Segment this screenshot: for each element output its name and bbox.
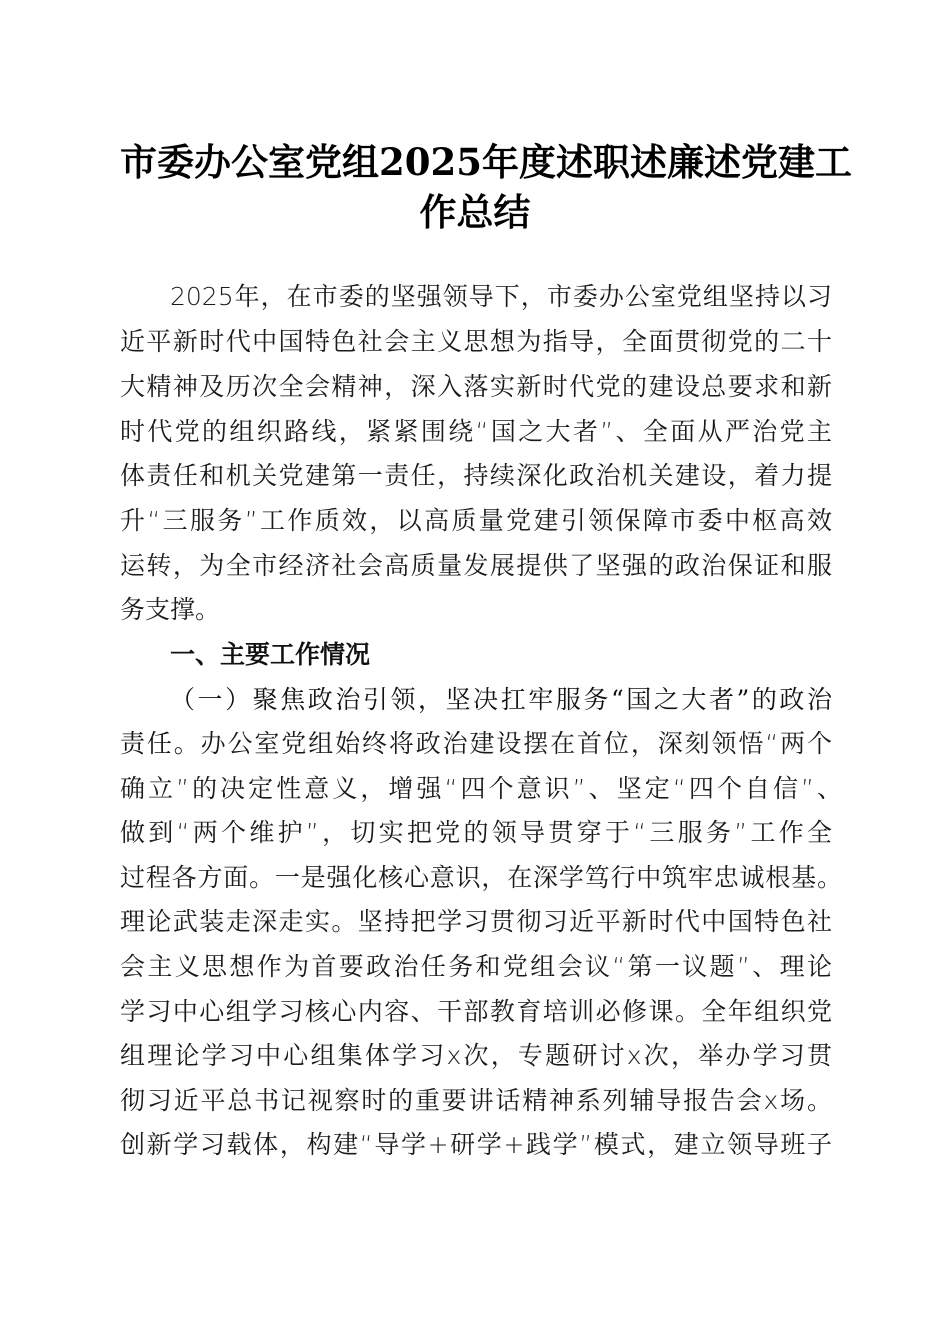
subsection-heading-tail: 责任。 (120, 729, 201, 758)
paragraph-line: 组理论学习中心组集体学习x次，专题研讨x次，举办学习贯 (120, 1041, 832, 1070)
paragraph-text: 办公室党组始终将政治建设摆在首位，深刻领悟“两个 (200, 729, 832, 758)
paragraph-line: 2025年，在市委的坚强领导下，市委办公室党组坚持以习 (170, 282, 832, 311)
section-heading: 一、主要工作情况 (170, 640, 371, 669)
paragraph-line: 理论武装走深走实。坚持把学习贯彻习近平新时代中国特色社 (120, 907, 832, 936)
paragraph-line: 务支撑。 (120, 595, 221, 624)
paragraph-line (120, 729, 832, 759)
paragraph-line: 彻习近平总书记视察时的重要讲话精神系列辅导报告会x场。 (120, 1086, 832, 1115)
paragraph-line: 确立”的决定性意义，增强“四个意识”、坚定“四个自信”、 (120, 774, 842, 803)
paragraph-line: 时代党的组织路线，紧紧围绕“国之大者”、全面从严治党主 (120, 417, 832, 446)
paragraph-line: 体责任和机关党建第一责任，持续深化政治机关建设，着力提 (120, 461, 832, 490)
paragraph-line: 过程各方面。一是强化核心意识，在深学笃行中筑牢忠诚根基。 (120, 863, 842, 892)
paragraph-line: 做到“两个维护”，切实把党的领导贯穿于“三服务”工作全 (120, 818, 832, 847)
document-title-line-2: 作总结 (419, 190, 531, 234)
paragraph-line: 学习中心组学习核心内容、干部教育培训必修课。全年组织党 (120, 997, 832, 1026)
paragraph-line: 创新学习载体，构建“导学+研学+践学”模式，建立领导班子 (120, 1130, 832, 1159)
document-title-line-1: 市委办公室党组2025年度述职述廉述党建工 (120, 140, 852, 184)
paragraph-line: 运转，为全市经济社会高质量发展提供了坚强的政治保证和服 (120, 551, 832, 580)
subsection-heading: （一）聚焦政治引领，坚决扛牢服务“国之大者”的政治 (170, 685, 832, 714)
paragraph-line: 近平新时代中国特色社会主义思想为指导，全面贯彻党的二十 (120, 327, 832, 356)
paragraph-line: 会主义思想作为首要政治任务和党组会议“第一议题”、理论 (120, 952, 832, 981)
paragraph-line: 升“三服务”工作质效，以高质量党建引领保障市委中枢高效 (120, 506, 832, 535)
paragraph-line: 大精神及历次全会精神，深入落实新时代党的建设总要求和新 (120, 372, 832, 401)
